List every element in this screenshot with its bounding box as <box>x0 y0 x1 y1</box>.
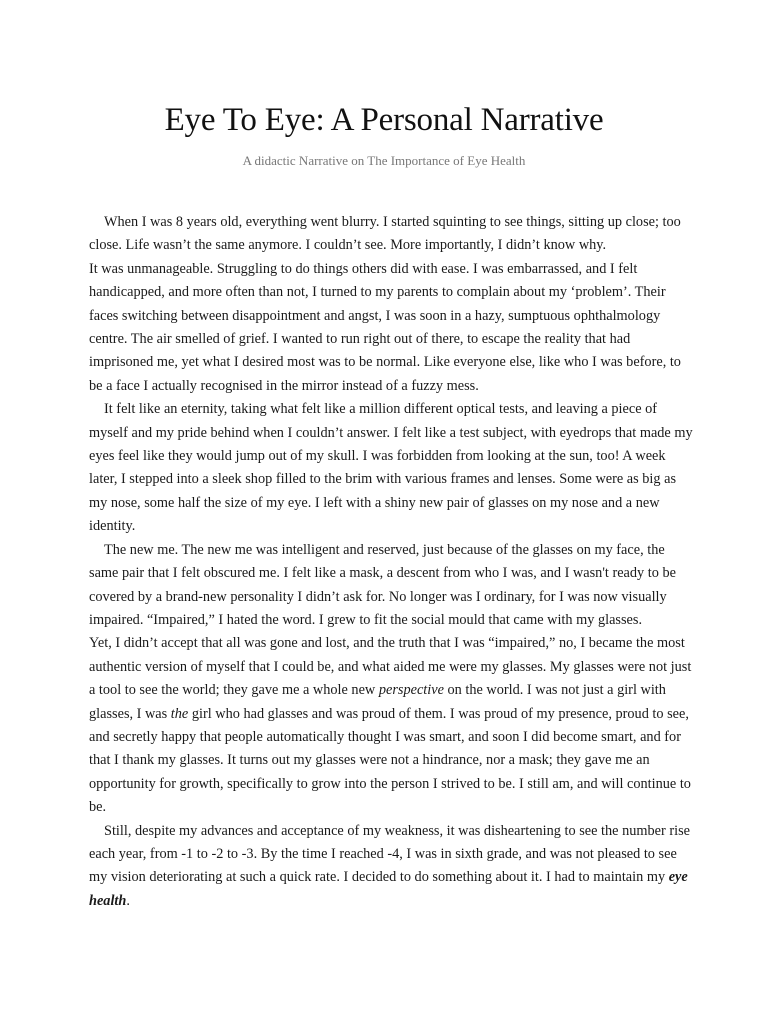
body-paragraph <box>89 398 693 538</box>
body-paragraph <box>89 539 693 633</box>
paragraph-text: Still, despite my advances and acceptance of my weakness, it was disheartening to see the number rise each year, from -1 to -2 to -3. By the time I reached -4, I was in sixth grade, and was not pleased to see my vision deteriorating at such a quick rate. I decided to do something about it. I had to maintain my <box>89 822 690 886</box>
body-paragraph <box>89 820 693 914</box>
paragraph-text: girl who had glasses and was proud of them. I was proud of my presence, proud to see, and secretly happy that people automatically thought I was smart, and soon I did become smart, and for that I thank my glasses. It turns out my glasses were not a hindrance, nor a mask; they gave me an opportunity for growth, specifically to grow into the person I strived to be. I still am, and will continue to be. <box>89 705 691 816</box>
paragraph-text: Yet, I didn’t accept that all was gone and lost, and the truth that I was “impaired,” no, I became the most authentic version of myself that I could be, and what aided me were my glasses. My glasses were not just a tool to see the world; they gave me a whole new <box>89 635 692 699</box>
body-paragraph <box>89 211 693 258</box>
paragraph-text: The new me. The new me was intelligent and reserved, just because of the glasses on my face, the same pair that I felt obscured me. I felt like a mask, a descent from who I was, and I wasn't ready to be covered by a brand-new personality I didn’t ask for. No longer was I ordinary, for I was now visually impaired. “Impaired,” I hated the word. I grew to fit the social mould that came with my glasses. <box>89 541 676 628</box>
paragraph-text: It was unmanageable. Struggling to do things others did with ease. I was embarrassed, and I felt handicapped, and more often than not, I turned to my parents to complain about my ‘problem’. Their faces switching between disappointment and angst, I was soon in a hazy, sumptuous ophthalmology centre. The air smelled of grief. I wanted to run right out of there, to escape the reality that had imprisoned me, yet what I desired most was to be normal. Like everyone else, like who I was before, to be a face I actually recognised in the mirror instead of a fuzzy mess. <box>89 260 681 394</box>
document-title: Eye To Eye: A Personal Narrative <box>164 102 604 138</box>
paragraph-text: on the world. I was not just a girl with glasses, I was <box>89 682 666 722</box>
paragraph-text: When I was 8 years old, everything went blurry. I started squinting to see things, sitting up close; too close. Life wasn’t the same anymore. I couldn’t see. More importantly, I didn’t know why. <box>89 214 681 254</box>
document-body <box>89 211 693 913</box>
strong-emphasis-text: eye health <box>89 869 688 909</box>
paragraph-text: It felt like an eternity, taking what felt like a million different optical tests, and leaving a piece of myself and my pride behind when I couldn’t answer. I felt like a test subject, with eyedrops that made my eyes feel like they would jump out of my skull. I was forbidden from looking at the sun, too! A week later, I stepped into a sleek shop filled to the brim with various frames and lenses. Some were as big as my nose, some half the size of my eye. I left with a shiny new pair of glasses on my nose and a new identity. <box>89 401 693 535</box>
emphasis-text: perspective <box>378 682 444 699</box>
paragraph-text: . <box>126 892 130 909</box>
body-paragraph <box>89 632 693 819</box>
document-subtitle: A didactic Narrative on The Importance of Eye Health <box>242 153 526 168</box>
body-paragraph <box>89 258 693 398</box>
emphasis-text: the <box>170 705 189 722</box>
